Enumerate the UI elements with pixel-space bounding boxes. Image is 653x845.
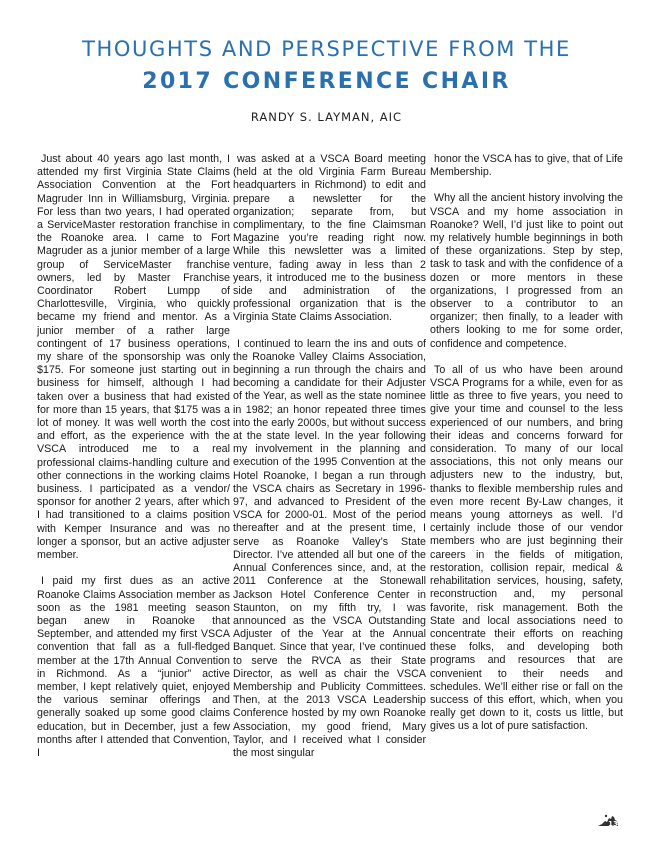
author-byline: RANDY S. LAYMAN, AIC xyxy=(250,110,403,124)
article-column-1 xyxy=(37,153,230,773)
paragraph: honor the VSCA has to give, that of Life Membership. xyxy=(430,153,623,179)
paragraph: Just about 40 years ago last month, I attended my first Virginia State Claims Association Convention at the Fort Magruder Inn in Williamsburg, Virginia. For less than two years, I had operated a ServiceMaster restoration franchise in the Roanoke area. I came to Fort Magruder as a junior member of a large group of ServiceMaster franchise owners, led by Master Franchise Coordinator Robert Lumpp of Charlottesville, Virginia, who quickly became my friend and mentor. As a junior member of a rather large contingent of 17 business operations, my share of the sponsorship was only $175. For someone just starting out in business for himself, although I had taken over a business that had existed for more than 15 years, that $175 was a lot of money. It was well worth the cost and effort, as the experience with the VSCA introduced me to a real professional claims-handling culture and other connections in the working claims business. I participated as a vendor/ sponsor for another 2 years, after which I had transitioned to a claims position with Kemper Insurance and was no longer a sponsor, but an active adjuster member. xyxy=(37,153,230,562)
paragraph: To all of us who have been around VSCA Programs for a while, even for as little as three to five years, you need to give your time and counsel to the less experienced of our numbers, and bring their ideas and concerns forward for consideration. To many of our local associations, this not only means our adjusters new to the industry, but, thanks to flexible membership rules and even more recent By-Law changes, it means young attorneys as well. I’d certainly include those of our vendor members who are just beginning their careers in the fields of mitigation, restoration, collision repair, medical & rehabilitation services, housing, safety, reconstruction and, my personal favorite, risk management. Both the State and local associations need to concentrate their efforts on reaching these folks, and developing both programs and resources that are convenient to their needs and schedules. We’ll either rise or fall on the success of this effort, which, when you really get down to it, costs us little, but gives us a lot of pure satisfaction. xyxy=(430,363,623,733)
paragraph: I continued to learn the ins and outs of the Roanoke Valley Claims Association, beginning a run through the chairs and becoming a candidate for their Adjuster of the Year, as well as the state nominee in 1982; an honor repeated three times into the early 2000s, but without success at the state level. In the year following my involvement in the planning and execution of the 1995 Convention at the Hotel Roanoke, I began a run through the VSCA chairs as Secretary in 1996-97, and advanced to President of the VSCA for 2000-01. Most of the period thereafter and at the present time, I serve as Roanoke Valley’s State Director. I’ve attended all but one of the Annual Conferences since, and, at the 2011 Conference at the Stonewall Jackson Hotel Conference Center in Staunton, on my fifth try, I was announced as the VSCA Outstanding Adjuster of the Year at the Annual Banquet. Since that year, I’ve continued to serve the RVCA as their State Director, as well as chair the VSCA Membership and Publicity Committees. Then, at the 2013 VSCA Leadership Conference hosted by my own Roanoke Association, my good friend, Mary Taylor, and I received what I consider the most singular xyxy=(233,337,426,759)
paragraph: Why all the ancient history involving the VSCA and my home association in Roanoke? Well, I’d just like to point out my relatively humble beginnings in both of these organizations. Step by step, task to task and with the confidence of a dozen or more mentors in these organizations, I progressed from an observer to a contributor to an organizer; then finally, to a leader with others looking to me for some order, confidence and competence. xyxy=(430,192,623,350)
page-number: 13 xyxy=(608,820,618,828)
article-column-2 xyxy=(233,153,426,773)
article-title-line1: THOUGHTS AND PERSPECTIVE FROM THE xyxy=(82,37,571,61)
paragraph: I paid my first dues as an active Roanoke Claims Association member as soon as the 1981 meeting season began anew in Roanoke that September, and attended my first VSCA convention that fall as a full-fledged member at the 17th Annual Convention in Richmond. As a “junior” active member, I kept relatively quiet, enjoyed the various seminar offerings and generally soaked up some good claims education, but in December, just a few months after I attended that Convention, I xyxy=(37,575,230,759)
paragraph: was asked at a VSCA Board meeting (held at the old Virginia Farm Bureau headquarters in Richmond) to edit and prepare a newsletter for the organization; separate from, but complimentary, to the fine Claimsman Magazine you’re reading right now. While this newsletter was a limited venture, fading away in less than 2 years, it introduced me to the business side and administration of the professional organization that is the Virginia State Claims Association. xyxy=(233,153,426,324)
article-title-line2: 2017 CONFERENCE CHAIR xyxy=(142,69,511,94)
article-column-3 xyxy=(430,153,623,747)
